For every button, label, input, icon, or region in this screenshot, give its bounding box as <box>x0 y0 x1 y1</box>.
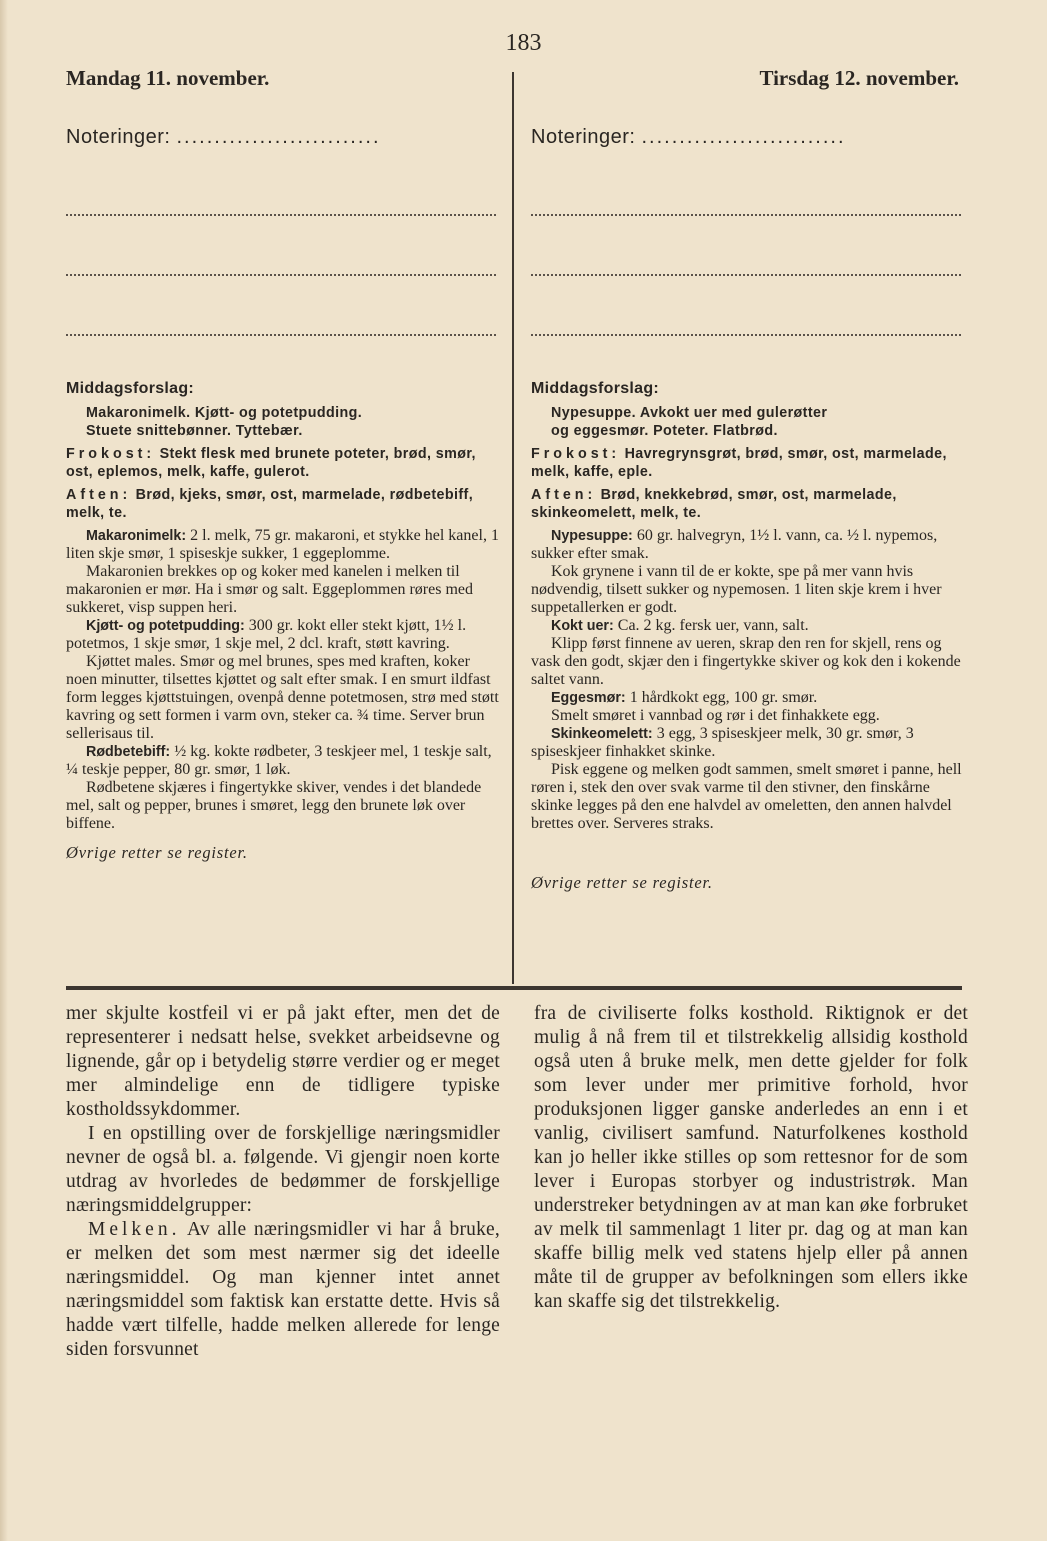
frokost-label: Frokost: <box>66 446 156 462</box>
recipe-paragraph <box>531 725 965 761</box>
aften-label: Aften: <box>66 487 132 503</box>
left-column <box>66 126 500 863</box>
essay-text: Av alle næringsmidler vi har å bruke, er melken det som mest nærmer sig det ideelle næringsmiddel. Og man kjenner intet annet næringsmiddel som faktisk kan erstatte dette. Hvis så hadde vært tilfelle, hadde melken allerede for lenge siden forsvunnet <box>66 1219 500 1360</box>
recipe-paragraph <box>531 635 965 689</box>
notes-label-right <box>531 126 965 152</box>
recipe-text: Kjøttet males. Smør og mel brunes, spes med kraften, koker noen minutter, tilsettes kjøttet og salt efter smak. I en smurt ildfast form legges kjøttstuingen, ovenpå denne potetmosen, strø med støtt kavring og sett formen i varm ovn, steker ca. ¾ time. Server brun sellerisaus til. <box>66 653 499 742</box>
recipe-text: 2 l. melk, 75 gr. makaroni, et stykke hel kanel, 1 liten skje smør, 1 spiseskje sukker, 1 eggeplomme. <box>66 527 499 562</box>
essay-paragraph <box>66 1218 500 1362</box>
recipe-paragraph <box>66 743 500 779</box>
day-heading-left: Mandag 11. november. <box>66 66 270 90</box>
recipe-head: Kjøtt- og potetpudding: <box>86 618 245 634</box>
section-rule <box>66 986 962 990</box>
middag-line: Stuete snittebønner. Tyttebær. <box>86 423 303 439</box>
column-divider <box>512 72 514 984</box>
recipe-text: 3 egg, 3 spiseskjeer melk, 30 gr. smør, 3 spiseskjeer finhakket skinke. <box>531 725 914 760</box>
ovrige-retter-left: Øvrige retter se register. <box>66 843 248 862</box>
menu-left <box>66 404 500 522</box>
recipe-head: Nypesuppe: <box>551 528 633 544</box>
essay-text: fra de civiliserte folks kosthold. Riktignok er det mulig å nå frem til et tilstrekkelig allsidig kosthold også uten å bruke melk, men dette gjelder for folk som lever under mer primitive forhold, hvor produksjonen ligger ganske anderledes an enn i et vanlig, civilisert samfund. Naturfolkenes kosthold kan jo heller ikke stilles op som rettesnor for de som lever i Europas storbyer og industristrøk. Man understreker betydningen av at man kan øke forbruket av melk til sammenlagt 1 liter pr. dag og at man kan skaffe billig melk ved statens hjelp eller på annen måte til de grupper av befolkningen som ellers ikke kan skaffe sig det tilstrekkelig. <box>534 1003 968 1312</box>
recipe-paragraph <box>531 707 965 725</box>
recipe-head: Kokt uer: <box>551 618 614 634</box>
notes-line <box>531 152 961 216</box>
notes-dots: ........................... <box>176 126 381 148</box>
aften-entry <box>66 486 500 522</box>
notes-label-text: Noteringer: <box>66 126 171 148</box>
recipe-paragraph <box>66 779 500 833</box>
recipe-text: Kok grynene i vann til de er kokte, spe på mer vann hvis nødvendig, tilsett sukker og nypemosen. 1 liten skje krem i hver suppetallerken er godt. <box>531 563 942 616</box>
essay-right-column <box>534 1002 968 1314</box>
aften-label: Aften: <box>531 487 597 503</box>
recipe-text: 300 gr. kokt eller stekt kjøtt, 1½ l. potetmos, 1 skje smør, 1 skje mel, 2 dcl. kraft, støtt kavring. <box>66 617 467 652</box>
right-column <box>531 126 965 893</box>
recipe-paragraph <box>531 617 965 635</box>
essay-paragraph <box>66 1002 500 1122</box>
recipe-head: Eggesmør: <box>551 690 626 706</box>
recipe-text: Pisk eggene og melken godt sammen, smelt smøret i panne, hell røren i, stek den over svak varme til den stivner, den finskårne skinke legges på den ene halvdel av omeletten, den annen halvdel brettes over. Serveres straks. <box>531 761 962 832</box>
recipe-paragraph <box>66 617 500 653</box>
recipe-paragraph <box>531 689 965 707</box>
notes-line <box>66 152 496 216</box>
frokost-label: Frokost: <box>531 446 621 462</box>
middag-title-right: Middagsforslag: <box>531 380 660 397</box>
essay-paragraph <box>66 1122 500 1218</box>
page-edge <box>0 0 8 1541</box>
aften-text: Brød, knekkebrød, smør, ost, marmelade, skinkeomelett, melk, te. <box>531 487 897 521</box>
recipe-head: Makaronimelk: <box>86 528 187 544</box>
recipe-paragraph <box>66 527 500 563</box>
aften-entry <box>531 486 965 522</box>
essay-left-column <box>66 1002 500 1362</box>
ovrige-retter-right: Øvrige retter se register. <box>531 873 713 892</box>
recipe-text: Smelt smøret i vannbad og rør i det finhakkete egg. <box>551 707 880 724</box>
middag-line: og eggesmør. Poteter. Flatbrød. <box>551 423 778 439</box>
recipe-text: 1 hårdkokt egg, 100 gr. smør. <box>629 689 818 706</box>
essay-lead: Melken. <box>88 1219 181 1240</box>
recipe-text: 60 gr. halvegryn, 1½ l. vann, ca. ½ l. nypemos, sukker efter smak. <box>531 527 938 562</box>
notes-line <box>531 276 961 336</box>
recipe-text: Ca. 2 kg. fersk uer, vann, salt. <box>617 617 809 634</box>
recipes-right <box>531 527 965 833</box>
recipe-head: Skinkeomelett: <box>551 726 653 742</box>
recipe-paragraph <box>531 563 965 617</box>
frokost-text: Stekt flesk med brunete poteter, brød, smør, ost, eplemos, melk, kaffe, gulerot. <box>66 446 476 480</box>
middag-title-left: Middagsforslag: <box>66 380 195 397</box>
recipe-paragraph <box>66 563 500 617</box>
frokost-text: Havregrynsgrøt, brød, smør, ost, marmelade, melk, kaffe, eple. <box>531 446 947 480</box>
recipe-text: Makaronien brekkes op og koker med kanelen i melken til makaronien er mør. Ha i smør og salt. Eggeplommen røres med sukkeret, visp suppen heri. <box>66 563 474 616</box>
recipe-head: Rødbetebiff: <box>86 744 171 760</box>
notes-label-text: Noteringer: <box>531 126 636 148</box>
recipe-text: ½ kg. kokte rødbeter, 3 teskjeer mel, 1 teskje salt, ¼ teskje pepper, 80 gr. smør, 1 løk. <box>66 743 492 778</box>
menu-right <box>531 404 965 522</box>
notes-line <box>531 216 961 276</box>
day-heading-right: Tirsdag 12. november. <box>759 66 959 90</box>
frokost-entry <box>531 445 965 481</box>
recipe-paragraph <box>531 761 965 833</box>
essay-text: mer skjulte kostfeil vi er på jakt efter, men det de representerer i nedsatt helse, svekket arbeidsevne og lignende, går op i betydelig større verdier og er meget mer almindelige enn de tidligere typiske kostholdssykdommer. <box>66 1003 500 1120</box>
recipe-text: Rødbetene skjæres i fingertykke skiver, vendes i det blandede mel, salt og pepper, brunes i smøret, legg den brunete løk over biffene. <box>66 779 482 832</box>
recipe-paragraph <box>531 527 965 563</box>
frokost-entry <box>66 445 500 481</box>
recipes-left <box>66 527 500 833</box>
middag-line: Nypesuppe. Avkokt uer med gulerøtter <box>551 405 828 421</box>
notes-line <box>66 276 496 336</box>
notes-label-left <box>66 126 500 152</box>
aften-text: Brød, kjeks, smør, ost, marmelade, rødbetebiff, melk, te. <box>66 487 474 521</box>
recipe-paragraph <box>66 653 500 743</box>
essay-paragraph <box>534 1002 968 1314</box>
notes-line <box>66 216 496 276</box>
essay-text: I en opstilling over de forskjellige næringsmidler nevner de også bl. a. følgende. Vi gjengir noen korte utdrag av hvorledes de bedømmer de forskjellige næringsmiddelgrupper: <box>66 1123 500 1216</box>
notes-dots: ........................... <box>641 126 846 148</box>
recipe-text: Klipp først finnene av ueren, skrap den ren for skjell, rens og vask den godt, skjær den i fingertykke skiver og kok den i kokende saltet vann. <box>531 635 961 688</box>
middag-line: Makaronimelk. Kjøtt- og potetpudding. <box>86 405 363 421</box>
page-number: 183 <box>505 30 542 56</box>
